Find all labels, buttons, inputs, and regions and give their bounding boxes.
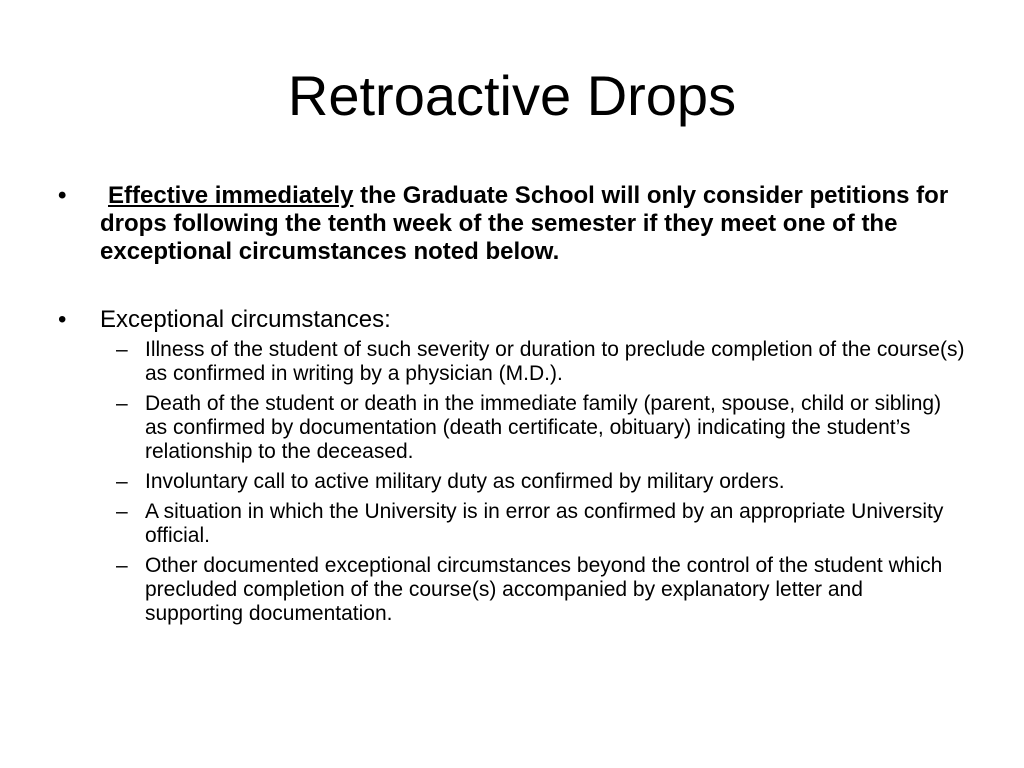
sub-item-death: [116, 392, 966, 464]
slide-title: Retroactive Drops: [287, 64, 737, 127]
bullet-lead-emphasis: Effective immediately: [108, 182, 354, 209]
sub-item-other: [116, 554, 966, 626]
dash-marker: –: [116, 338, 128, 361]
sub-item-text: A situation in which the University is in error as confirmed by an appropriate University official.: [145, 500, 944, 547]
dash-marker: –: [116, 500, 128, 523]
sub-list: [116, 338, 966, 626]
bullet-item-policy: [56, 182, 966, 266]
dash-marker: –: [116, 554, 128, 577]
bullet-marker: •: [58, 306, 67, 333]
bullet-marker: •: [58, 182, 67, 209]
sub-item-text: Other documented exceptional circumstances beyond the control of the student which precluded completion of the course(s) accompanied by explanatory letter and supporting documentation.: [145, 554, 943, 625]
dash-marker: –: [116, 392, 128, 415]
sub-item-text: Illness of the student of such severity or duration to preclude completion of the course(s) as confirmed in writing by a physician (M.D.).: [145, 338, 965, 385]
bullet-item-exceptional-circumstances: [56, 306, 966, 334]
bullet-text: Exceptional circumstances:: [100, 306, 391, 333]
bullet-text: the Graduate School will only consider petitions for drops following the tenth week of the semester if they meet one of the exceptional circumstances noted below.: [100, 182, 949, 265]
sub-item-military: [116, 470, 966, 494]
sub-item-text: Death of the student or death in the immediate family (parent, spouse, child or sibling) as confirmed by documentation (death certificate, obituary) indicating the student’s relationship to the deceased.: [145, 392, 942, 463]
sub-item-university-error: [116, 500, 966, 548]
dash-marker: –: [116, 470, 128, 493]
sub-item-illness: [116, 338, 966, 386]
sub-item-text: Involuntary call to active military duty as confirmed by military orders.: [145, 470, 785, 493]
slide-body: [56, 182, 966, 632]
